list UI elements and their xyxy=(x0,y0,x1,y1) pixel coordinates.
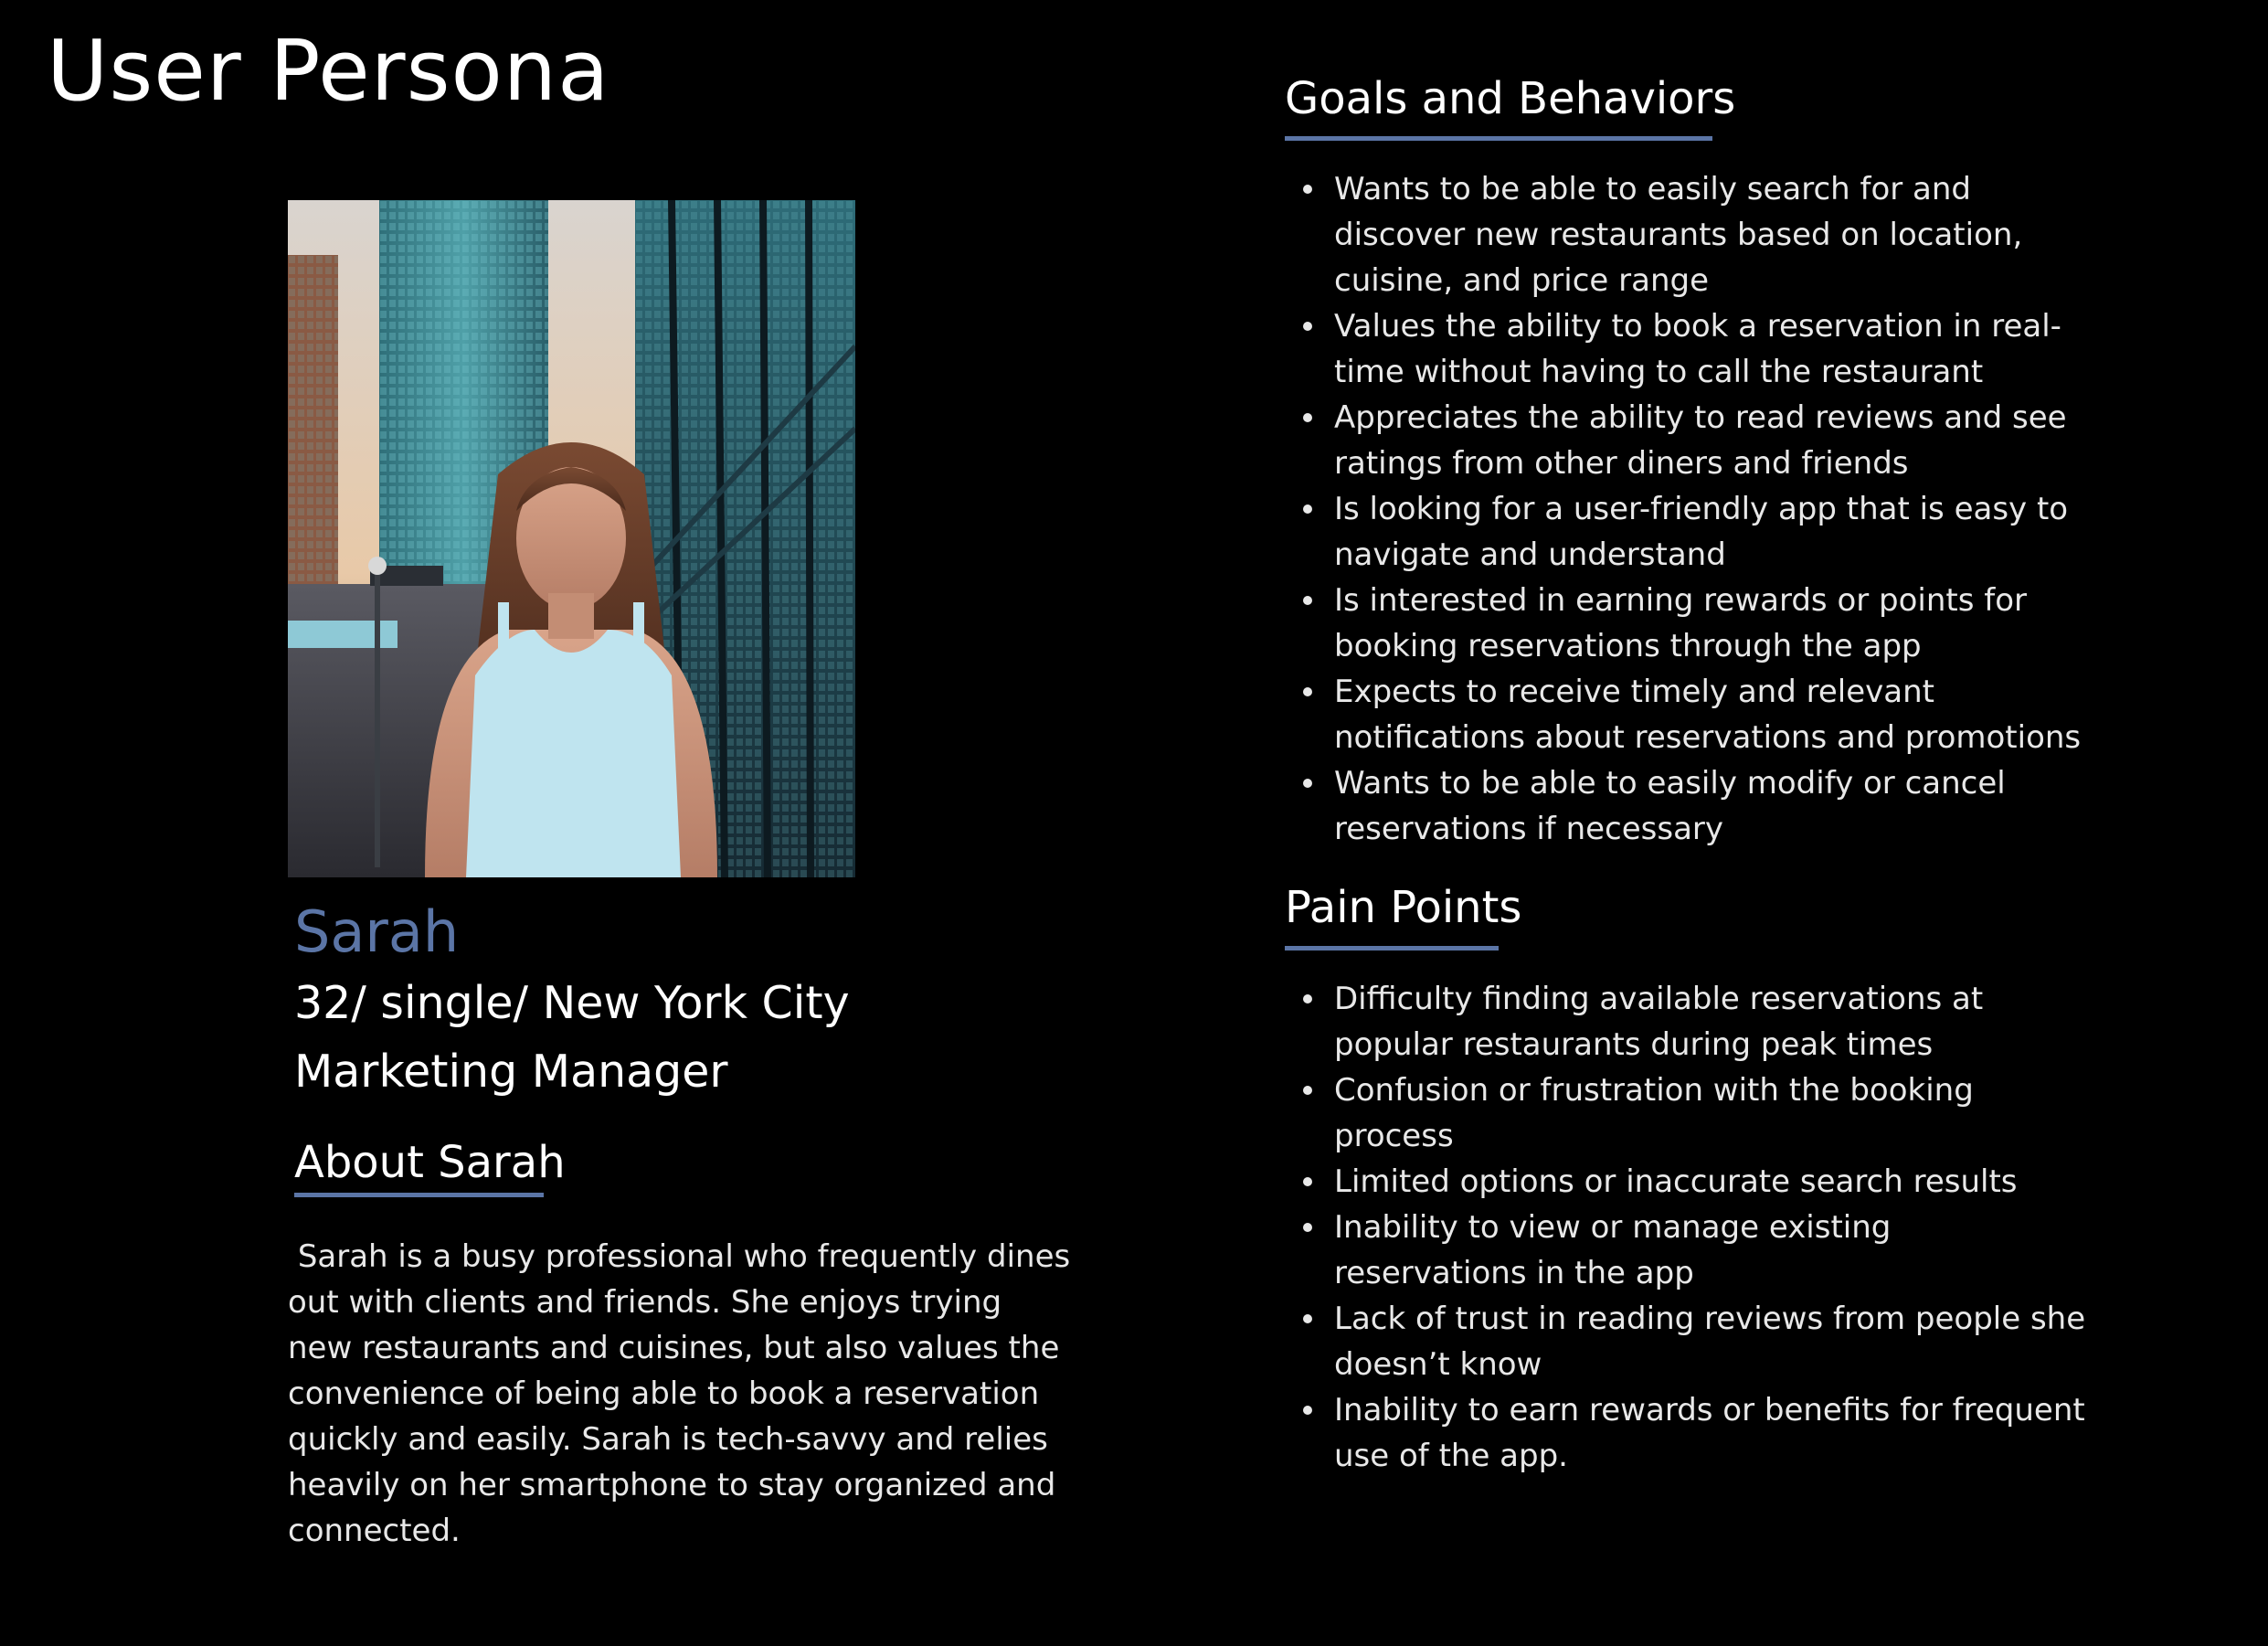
persona-name: Sarah xyxy=(294,898,460,965)
bullet-icon xyxy=(1303,779,1312,788)
pain-points-list xyxy=(1285,976,2089,1479)
list-item xyxy=(1285,578,2089,669)
about-heading-underline xyxy=(294,1193,544,1197)
bullet-icon xyxy=(1303,1223,1312,1232)
bullet-icon xyxy=(1303,596,1312,605)
goal-text: Wants to be able to easily search for and discover new restaurants based on location, cuisine, and price range xyxy=(1334,171,2023,299)
goals-heading-underline xyxy=(1285,136,1712,141)
about-text: Sarah is a busy professional who frequently dines out with clients and friends. She enjoys trying new restaurants and cuisines, but also values the convenience of being able to book a reservation quickly and easily. Sarah is tech-savvy and relies heavily on her smartphone to stay organized and connected. xyxy=(288,1238,1081,1549)
goals-list xyxy=(1285,166,2089,852)
pain-point-text: Confusion or frustration with the booking process xyxy=(1334,1072,1974,1154)
list-item xyxy=(1285,166,2089,303)
bullet-icon xyxy=(1303,1086,1312,1095)
bullet-icon xyxy=(1303,185,1312,194)
list-item xyxy=(1285,486,2089,578)
goal-text: Is looking for a user-friendly app that is easy to navigate and understand xyxy=(1334,491,2069,573)
pain-point-text: Inability to earn rewards or benefits for frequent use of the app. xyxy=(1334,1392,2085,1474)
goal-text: Wants to be able to easily modify or cancel reservations if necessary xyxy=(1334,765,2006,847)
list-item xyxy=(1285,1296,2089,1387)
list-item xyxy=(1285,1159,2089,1205)
persona-occupation: Marketing Manager xyxy=(294,1046,728,1098)
goal-text: Values the ability to book a reservation in real-time without having to call the restaurant xyxy=(1334,308,2061,390)
persona-photo xyxy=(288,200,855,877)
goals-heading: Goals and Behaviors xyxy=(1285,73,1736,124)
page-title: User Persona xyxy=(47,22,610,120)
bullet-icon xyxy=(1303,687,1312,696)
persona-demographics: 32/ single/ New York City xyxy=(294,977,850,1029)
goal-text: Expects to receive timely and relevant notifications about reservations and promotions xyxy=(1334,674,2082,756)
goal-text: Is interested in earning rewards or points for booking reservations through the app xyxy=(1334,582,2028,664)
bullet-icon xyxy=(1303,994,1312,1004)
list-item xyxy=(1285,976,2089,1067)
list-item xyxy=(1285,1205,2089,1296)
bullet-icon xyxy=(1303,1406,1312,1415)
goal-text: Appreciates the ability to read reviews and see ratings from other diners and friends xyxy=(1334,399,2067,482)
bullet-icon xyxy=(1303,413,1312,422)
bullet-icon xyxy=(1303,1177,1312,1186)
list-item xyxy=(1285,760,2089,852)
bullet-icon xyxy=(1303,1314,1312,1323)
list-item xyxy=(1285,303,2089,395)
bullet-icon xyxy=(1303,322,1312,331)
pain-point-text: Lack of trust in reading reviews from people she doesn’t know xyxy=(1334,1301,2086,1383)
bullet-icon xyxy=(1303,504,1312,514)
pain-points-heading-underline xyxy=(1285,946,1499,950)
list-item xyxy=(1285,1067,2089,1159)
list-item xyxy=(1285,395,2089,486)
list-item xyxy=(1285,1387,2089,1479)
about-heading: About Sarah xyxy=(294,1137,566,1188)
persona-photo-image xyxy=(288,200,855,877)
pain-point-text: Limited options or inaccurate search results xyxy=(1334,1163,2018,1200)
pain-points-heading: Pain Points xyxy=(1285,882,1522,933)
pain-point-text: Inability to view or manage existing reservations in the app xyxy=(1334,1209,1892,1291)
pain-point-text: Difficulty finding available reservations at popular restaurants during peak times xyxy=(1334,981,1984,1063)
list-item xyxy=(1285,669,2089,760)
